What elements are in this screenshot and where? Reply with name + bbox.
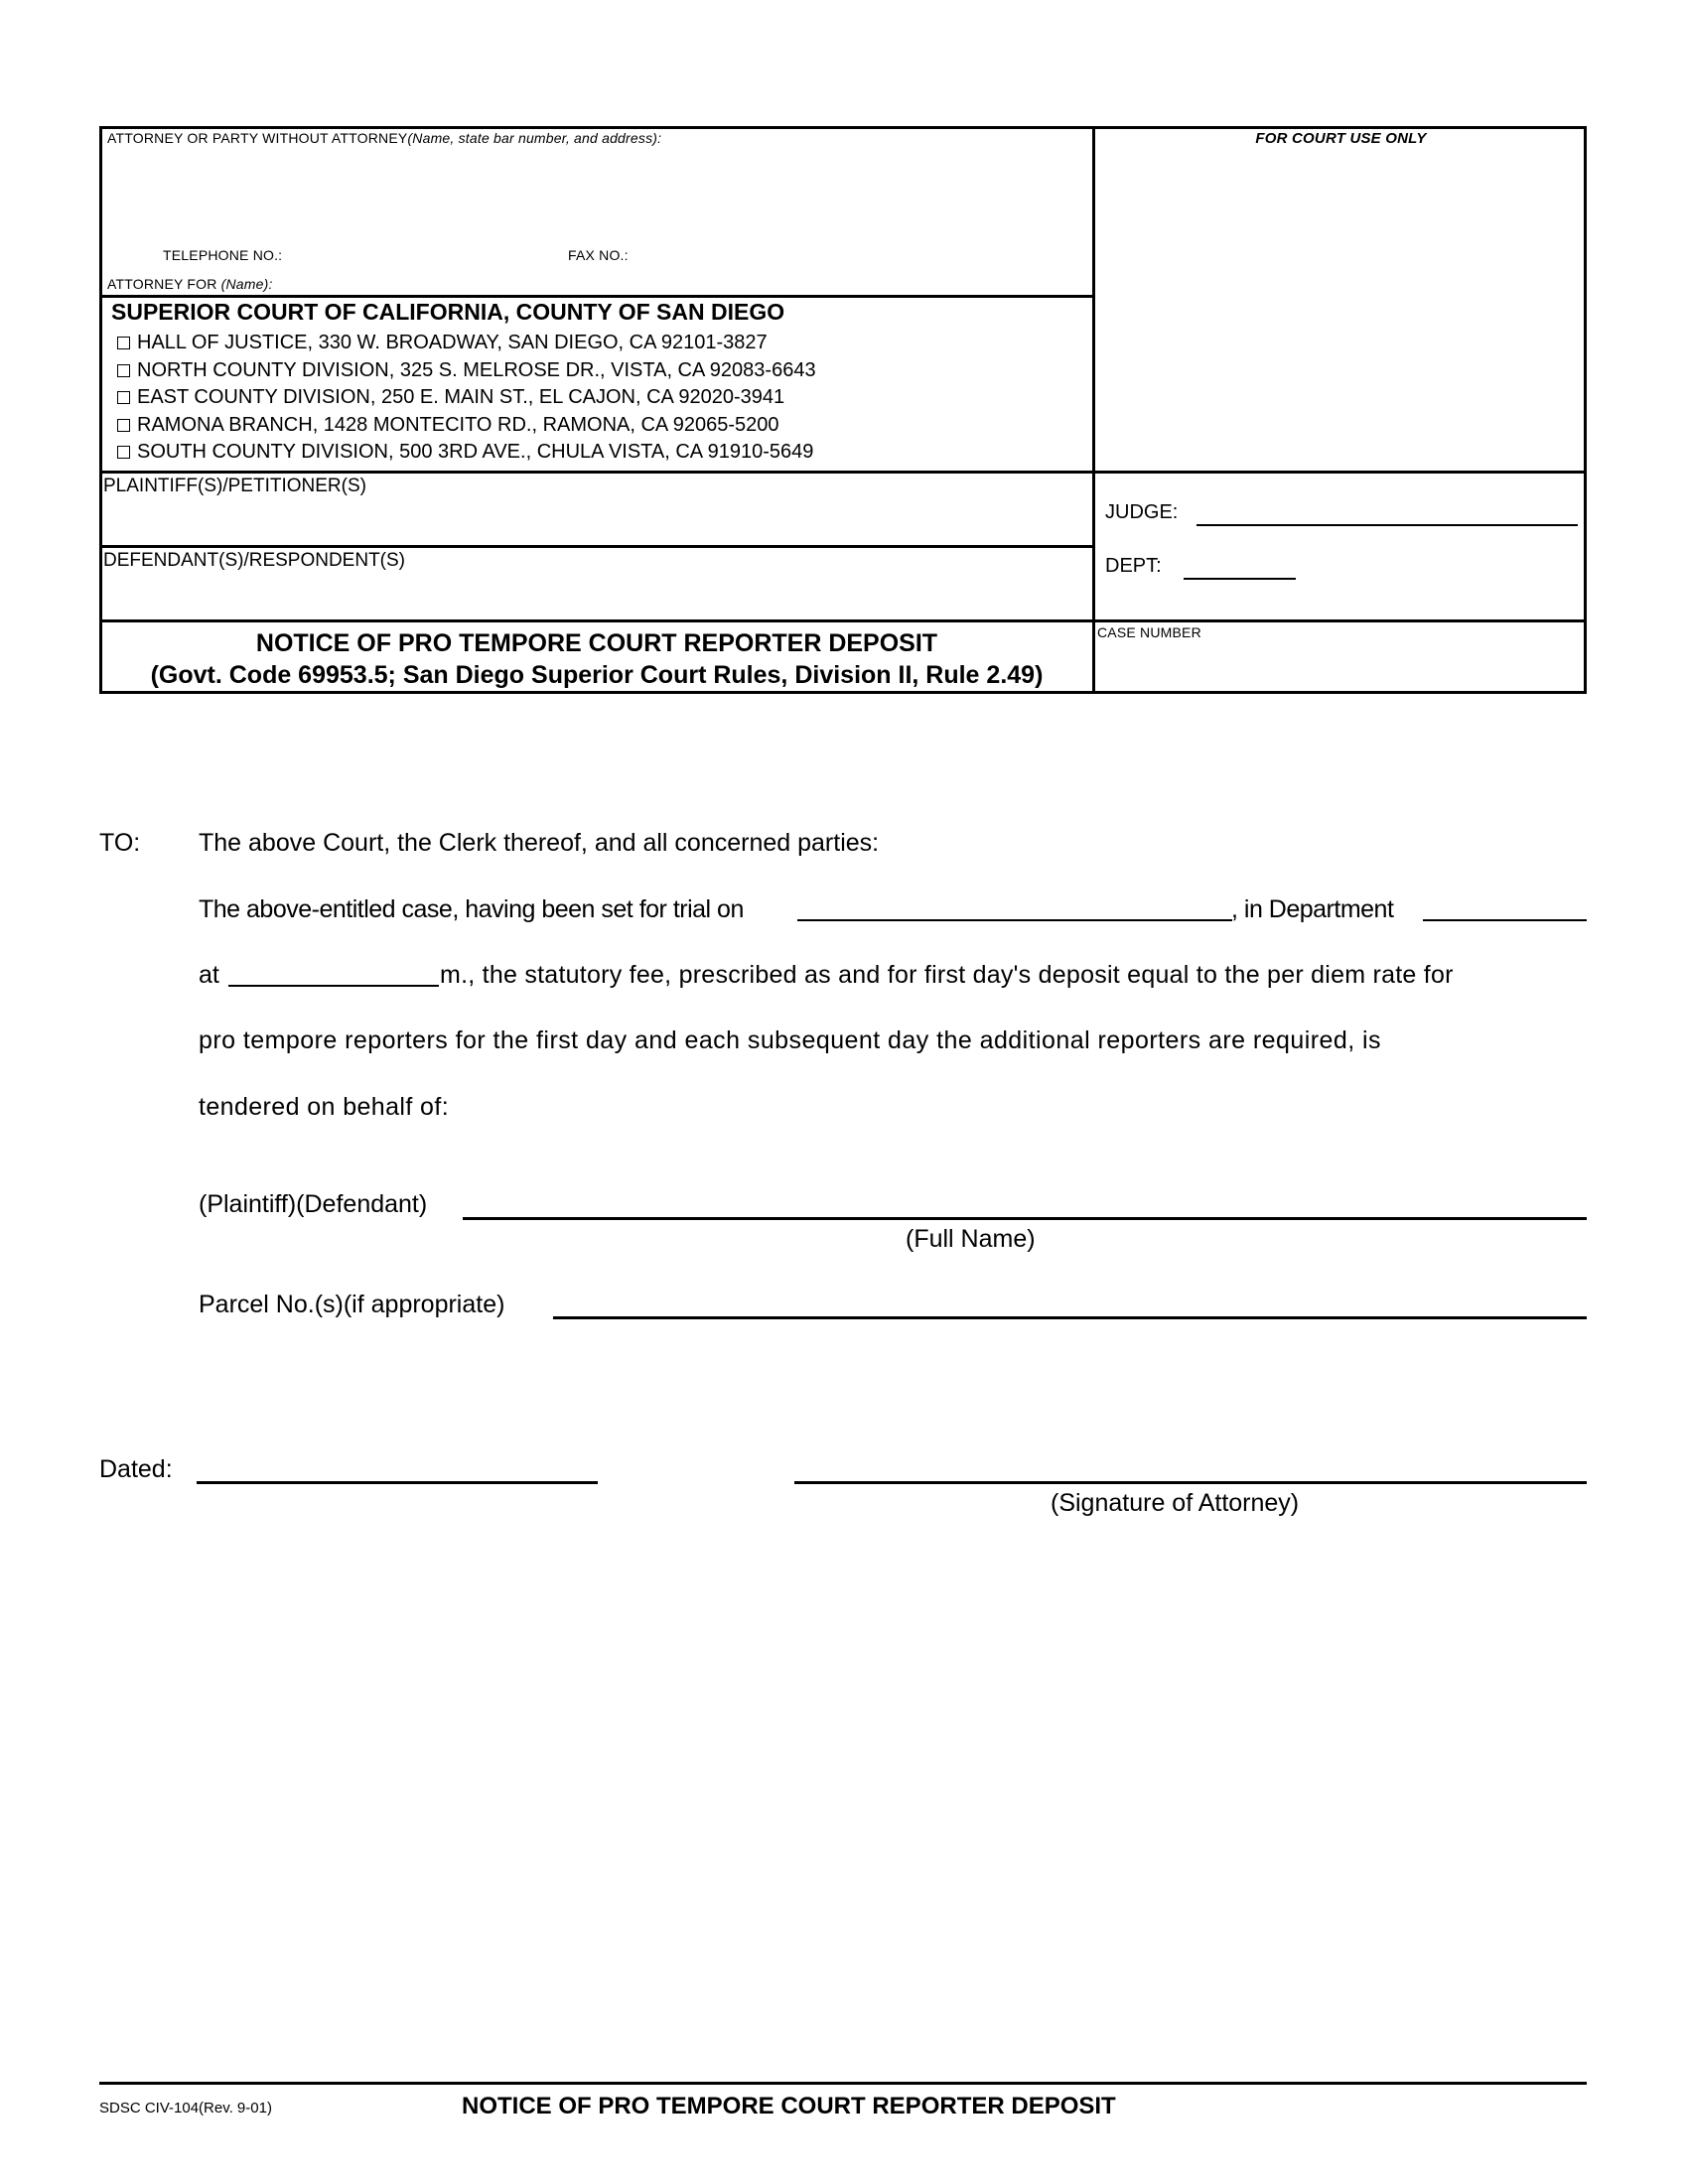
checkbox-icon[interactable] (117, 419, 130, 432)
court-location-item[interactable]: NORTH COUNTY DIVISION, 325 S. MELROSE DR., VISTA, CA 92083-6643 (117, 357, 816, 385)
para-line1-end: , in Department (1231, 895, 1394, 923)
trial-date-field[interactable] (797, 919, 1232, 921)
caption-divider-plaintiff (99, 545, 1094, 548)
judge-label: JUDGE: (1105, 501, 1179, 523)
form-number: SDSC CIV-104(Rev. 9-01) (99, 2100, 272, 2116)
plaintiff-label: PLAINTIFF(S)/PETITIONER(S) (103, 476, 366, 496)
checkbox-icon[interactable] (117, 364, 130, 377)
judge-field[interactable] (1196, 524, 1578, 526)
telephone-field[interactable] (303, 244, 551, 264)
party-label: (Plaintiff)(Defendant) (199, 1190, 428, 1218)
defendant-label: DEFENDANT(S)/RESPONDENT(S) (103, 550, 406, 571)
court-location-item[interactable]: HALL OF JUSTICE, 330 W. BROADWAY, SAN DIEGO, CA 92101-3827 (117, 330, 816, 357)
parcel-field[interactable] (553, 1316, 1587, 1319)
para-line4: tendered on behalf of: (199, 1093, 450, 1121)
time-field[interactable] (228, 985, 439, 987)
para-line2-end: m., the statutory fee, prescribed as and for first day's deposit equal to the per diem rate for (440, 961, 1454, 989)
form-title-line2: (Govt. Code 69953.5; San Diego Superior Court Rules, Division II, Rule 2.49) (150, 661, 1044, 689)
caption-column-divider (1092, 126, 1095, 694)
caption-divider-defendant (99, 619, 1587, 622)
department-field[interactable] (1423, 919, 1587, 921)
para-line3: pro tempore reporters for the first day and each subsequent day the additional reporters are required, is (199, 1026, 1381, 1054)
court-name: SUPERIOR COURT OF CALIFORNIA, COUNTY OF SAN DIEGO (111, 299, 785, 325)
signature-caption: (Signature of Attorney) (1051, 1489, 1300, 1517)
checkbox-icon[interactable] (117, 391, 130, 404)
caption-divider-court (99, 471, 1587, 474)
court-use-label: FOR COURT USE ONLY (1255, 130, 1427, 147)
court-location-item[interactable]: RAMONA BRANCH, 1428 MONTECITO RD., RAMONA, CA 92065-5200 (117, 412, 816, 440)
court-location-item[interactable]: EAST COUNTY DIVISION, 250 E. MAIN ST., EL CAJON, CA 92020-3941 (117, 384, 816, 412)
dated-field[interactable] (197, 1481, 598, 1484)
to-text: The above Court, the Clerk thereof, and all concerned parties: (199, 829, 880, 857)
plaintiff-field[interactable] (103, 499, 1086, 541)
defendant-field[interactable] (103, 574, 1086, 615)
court-location-item[interactable]: SOUTH COUNTY DIVISION, 500 3RD AVE., CHULA VISTA, CA 91910-5649 (117, 439, 816, 467)
full-name-field[interactable] (463, 1217, 1587, 1220)
dated-label: Dated: (99, 1455, 173, 1483)
caption-divider-attorney (99, 295, 1094, 298)
para-line2-start: at (199, 961, 219, 989)
case-number-label: CASE NUMBER (1097, 624, 1201, 640)
footer-rule (99, 2082, 1587, 2085)
court-location-list (117, 330, 816, 467)
checkbox-icon[interactable] (117, 337, 130, 349)
signature-field[interactable] (794, 1481, 1587, 1484)
to-label: TO: (99, 829, 141, 857)
full-name-caption: (Full Name) (906, 1225, 1036, 1253)
parcel-label: Parcel No.(s)(if appropriate) (199, 1291, 505, 1318)
dept-label: DEPT: (1105, 555, 1162, 577)
telephone-label: TELEPHONE NO.: (163, 247, 283, 263)
para-line1-start: The above-entitled case, having been set for trial on (199, 895, 744, 923)
footer-title: NOTICE OF PRO TEMPORE COURT REPORTER DEPOSIT (462, 2093, 1116, 2119)
attorney-field[interactable] (107, 151, 1080, 240)
form-title-line1: NOTICE OF PRO TEMPORE COURT REPORTER DEPOSIT (255, 629, 938, 657)
dept-field[interactable] (1184, 578, 1296, 580)
checkbox-icon[interactable] (117, 446, 130, 459)
fax-label: FAX NO.: (568, 247, 629, 263)
case-number-field[interactable] (1097, 643, 1579, 688)
fax-field[interactable] (645, 244, 1062, 264)
attorney-label: ATTORNEY OR PARTY WITHOUT ATTORNEY(Name, state bar number, and address): (107, 130, 662, 146)
attorney-for-label: ATTORNEY FOR (Name): (107, 276, 273, 292)
